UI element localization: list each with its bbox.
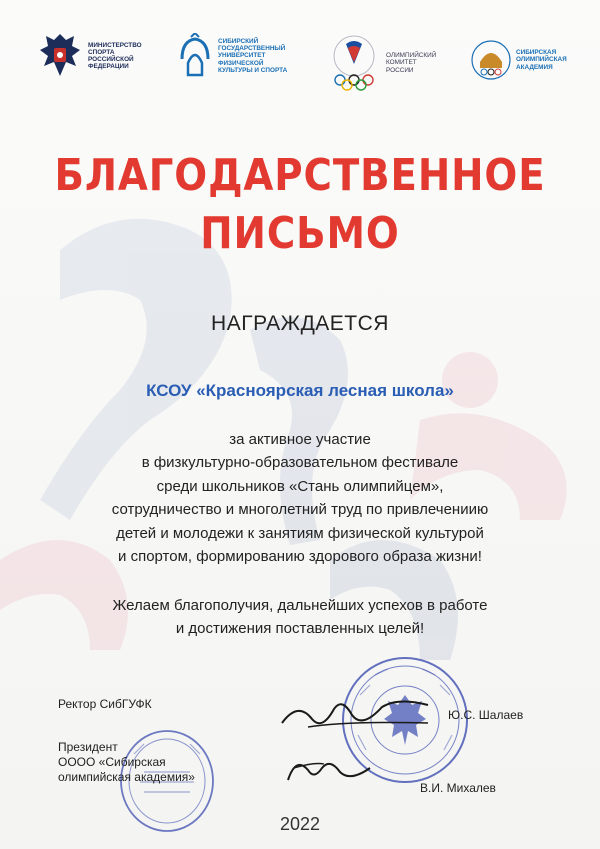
academy-line-2: ОЛИМПИЙСКАЯ (516, 56, 567, 64)
sibgufk-line-3: УНИВЕРСИТЕТ (218, 52, 266, 60)
sibgufk-line-1: СИБИРСКИЙ (218, 37, 259, 45)
academy-emblem-icon (470, 38, 512, 82)
sibgufk-emblem-icon (176, 33, 214, 79)
sibgufk-line-5: КУЛЬТУРЫ И СПОРТА (218, 66, 288, 74)
gratitude-text (60, 428, 540, 568)
president-title (58, 740, 195, 785)
rector-signature (278, 693, 448, 735)
rector-name: Ю.С. Шалаев (448, 708, 524, 722)
academy-line-3: АКАДЕМИЯ (516, 63, 553, 71)
coc-line-2: КОМИТЕТ (386, 59, 417, 67)
ministry-sport-logo (36, 30, 142, 82)
body-line: детей и молодежи к занятиям физической культурой (116, 524, 484, 542)
body-line: сотрудничество и многолетний труд по привлечениию (111, 501, 489, 519)
president-title-line-2: ОООО «Сибирская (58, 755, 166, 769)
ministry-line-3: РОССИЙСКОЙ (88, 56, 134, 63)
russian-eagle-icon (36, 30, 84, 82)
title-line-1: БЛАГОДАРСТВЕННОЕ (54, 150, 546, 201)
wishes-text (40, 594, 560, 640)
president-name: В.И. Михалев (420, 781, 496, 795)
president-title-line-1: Президент (58, 740, 118, 754)
coc-line-3: РОССИИ (386, 66, 414, 74)
president-signature (284, 750, 374, 790)
letter-year: 2022 (279, 814, 321, 834)
body-line: за активное участие (229, 431, 371, 448)
sibgufk-line-2: ГОСУДАРСТВЕННЫЙ (218, 45, 286, 53)
ministry-line-4: ФЕДЕРАЦИИ (88, 63, 129, 71)
academy-line-1: СИБИРСКАЯ (516, 49, 557, 57)
title-line-2: ПИСЬМО (200, 208, 400, 259)
recipient-name: КСОУ «Красноярская лесная школа» (146, 381, 454, 400)
wish-line: и достижения поставленных целей! (175, 620, 425, 637)
body-line: среди школьников «Стань олимпийцем», (156, 477, 444, 495)
award-heading: НАГРАЖДАЕТСЯ (211, 312, 389, 335)
president-title-line-3: олимпийская академия» (58, 770, 195, 784)
wish-line: Желаем благополучия, дальнейших успехов в работе (112, 597, 488, 614)
sibgufk-line-4: ФИЗИЧЕСКОЙ (218, 59, 264, 67)
header-logos (0, 0, 600, 110)
rector-title: Ректор СибГУФК (58, 697, 152, 711)
sibgufk-logo (176, 33, 287, 79)
olympic-committee-logo (326, 34, 436, 92)
ministry-line-1: МИНИСТЕРСТВО (88, 41, 142, 49)
olympic-rings-icon (326, 34, 382, 92)
siberian-olympic-academy-logo (470, 38, 567, 82)
body-line: и спортом, формированию здорового образа жизни! (118, 548, 482, 566)
body-line: в физкультурно-образовательном фестивале (141, 454, 459, 472)
coc-line-1: ОЛИМПИЙСКИЙ (386, 52, 437, 60)
ministry-line-2: СПОРТА (88, 48, 115, 56)
